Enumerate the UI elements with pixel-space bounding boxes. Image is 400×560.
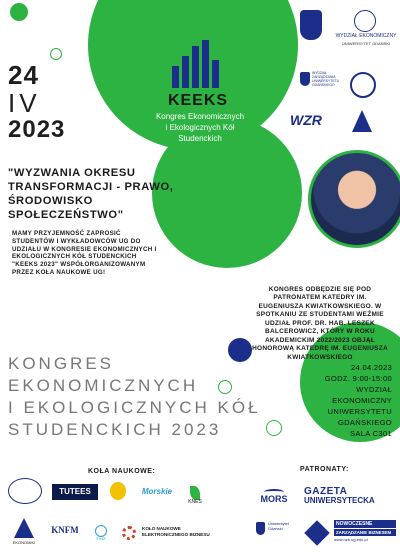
keeks-line2: i Ekologicznych Kół [165,123,235,132]
nz-line3: www.nzb.ug.edu.pl [334,537,368,542]
date-year: 2023 [8,116,66,143]
kola-label: KOŁA NAUKOWE: [88,468,156,475]
keeks-logo [140,40,260,150]
gazeta-line1: GAZETA [304,486,348,497]
keeks-line1: Kongres Ekonomicznych [155,112,245,121]
invite-text: MAMY PRZYJEMNOŚĆ ZAPROSIĆ STUDENTÓW I WYKŁADOWCÓW UG DO UDZIAŁU W KONGRESIE EKONOMICZNYCH I EKOLOGICZNYCH KÓŁ STUDENCKICH "KEEKS 2023" WSPÓŁORGANIZOWANYM PRZEZ KOŁA NAUKOWE UG! [12,230,157,276]
patronage-text: KONGRES ODBĘDZIE SIĘ POD PATRONATEM KATEDRY IM. EUGENIUSZA KWIATKOWSKIEGO. W SPOTKANIU ZE STUDENTAMI WEŹMIE UDZIAŁ PROF. DR. HAB. LESZEK BALCEROWICZ, KTÓRY W ROKU AKADEMICKIM 2022/2023 OBJĄŁ HONOROWĄ KATEDRĘ IM. EUGENIUSZA KWIATKOWSKIEGO [252,286,388,361]
congress-title [8,353,308,441]
mors-text: MORS [260,494,288,505]
finz-globe-icon [95,525,107,537]
mors-logo [256,486,292,508]
morskie-logo [134,484,180,500]
wydzial-ekonomiczny-name: WYDZIAŁ EKONOMICZNY [335,33,397,39]
event-place-4: GDAŃSKIEGO [337,418,392,427]
wz-crest-icon [300,72,310,86]
ug-patron-text: Uniwersytet Gdański [268,521,289,531]
date-day: 24 [8,60,39,90]
event-date: 24.04.2023 [350,363,392,372]
diamond-logo-icon [304,520,329,545]
gazeta-line2: UNIWERSYTECKA [304,496,375,505]
congress-title-line3: I EKOLOGICZNYCH KÓŁ [8,398,261,418]
finz-text: FINZ [96,535,106,541]
gazeta-logo [304,486,394,506]
knes-logo [184,482,206,510]
wz-logo [300,72,342,98]
event-place-2: EKONOMICZNY [332,396,392,405]
event-place-1: WYDZIAŁ [356,385,392,394]
biznes-logo-text [142,526,212,537]
biznes-gear-icon [122,526,136,540]
ring-circle-top-left [50,48,62,60]
ekonomiki-logo [8,518,40,548]
ekonomiki-arrow-icon [14,518,34,538]
wzr-logo: WZR [290,112,322,128]
event-info [294,362,392,439]
keeks-line3: Studenckich [178,134,222,143]
keeks-acronym: KEEKS [167,92,229,109]
nz-line2: ZARZĄDZANIE BIZNESEM [334,529,396,536]
ug-crest-icon [300,10,322,40]
biznes-line1: KOŁO NAUKOWE [142,526,181,531]
tutees-logo [52,484,98,500]
wydzial-ekonomiczny-emblem [354,10,376,32]
wydzial-ekonomiczny-sub: UNIWERSYTET GDAŃSKI [341,41,391,46]
ug-patron-logo [256,520,306,548]
nz-logo [334,520,396,542]
sail-icon [352,110,372,132]
wz-logo-text: WYDZIAŁ ZARZĄDZANIA UNIWERSYTETU GDAŃSKIEGO [312,71,340,87]
morskie-text: Morskie [141,486,173,496]
seal-icon [350,72,376,98]
biznes-line2: ELEKTRONICZNEGO BIZNESU [142,531,210,537]
bulb-icon [110,482,126,500]
kolo-logo-1 [8,478,42,504]
portrait-photo [308,150,400,248]
ekonomiki-text: EKONOMIKI [12,540,36,545]
congress-title-line2: EKONOMICZNYCH [8,376,199,396]
finz-logo [88,522,114,544]
knes-text: KNES [188,499,202,506]
tutees-text: TUTEES [59,486,91,496]
ug-patron-crest-icon [256,522,265,535]
bar-chart-icon [172,40,220,88]
patronaty-label: PATRONATY: [300,466,349,473]
event-place-3: UNIWERSYTETU [327,407,392,416]
knes-leaf-icon [190,486,200,500]
knfm-text: KNFM [51,525,79,536]
congress-title-line4: STUDENCKICH 2023 [8,420,222,440]
nz-line1: NOWOCZESNE [334,520,396,528]
knfm-logo [46,524,84,538]
green-circle-small [10,3,28,21]
date-month: IV [8,88,41,118]
event-time: GODZ. 9:00-15:00 [324,374,392,383]
wydzial-ekonomiczny-logo [335,6,397,56]
headline: "WYZWANIA OKRESU TRANSFORMACJI - PRAWO, ŚRODOWISKO SPOŁECZEŃSTWO" [8,167,174,221]
ring-circle-mid [210,168,230,188]
event-room: SALA C301 [350,429,392,438]
congress-title-line1: KONGRES [8,354,115,373]
